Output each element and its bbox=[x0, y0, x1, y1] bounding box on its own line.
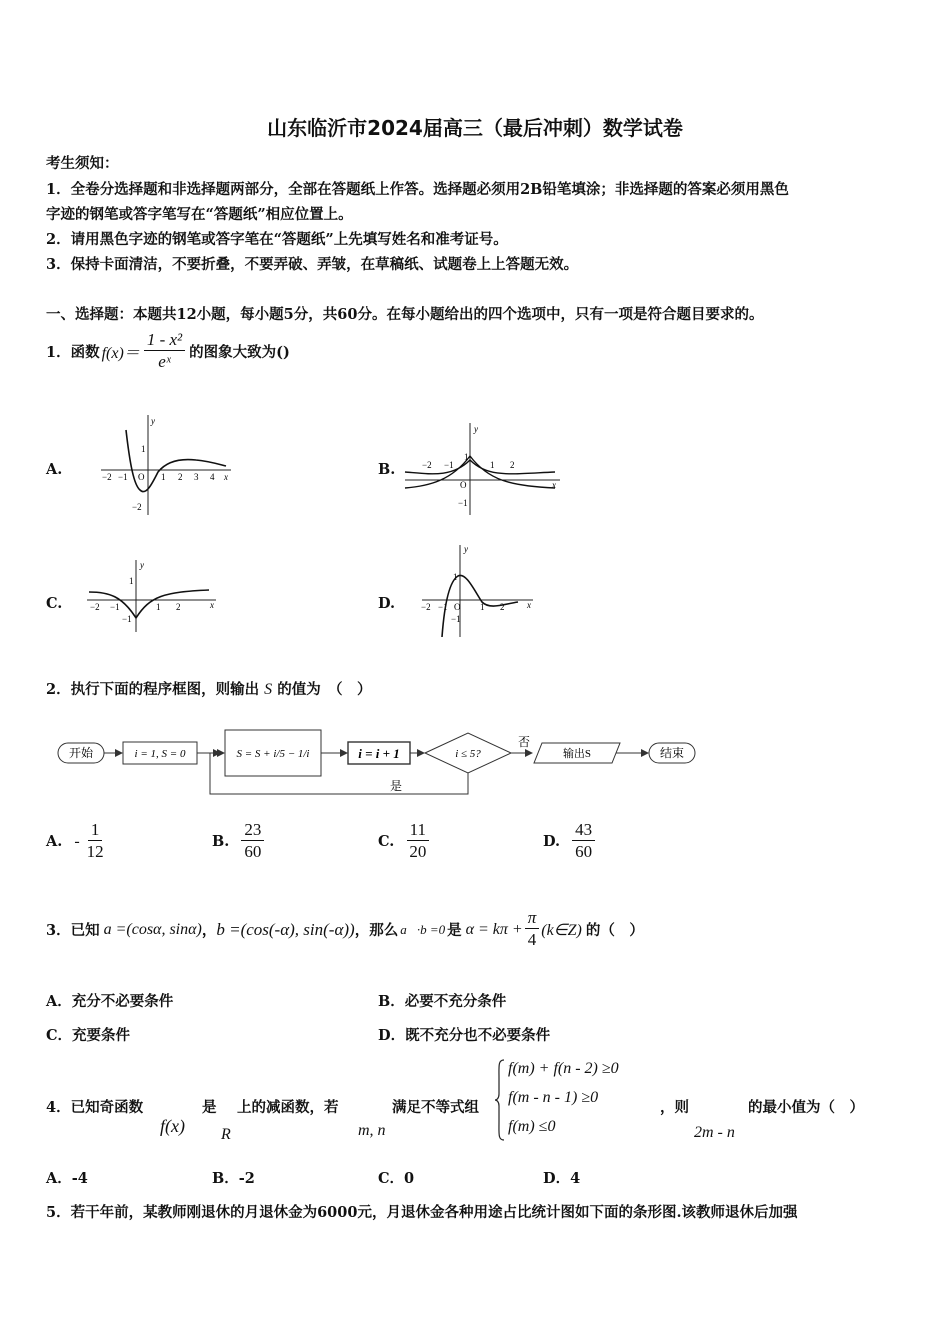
question-2 bbox=[46, 678, 371, 699]
q3-dot-product: a⃗·b =0 bbox=[400, 921, 446, 937]
q3-is: 是 bbox=[447, 922, 462, 939]
q2-option-b-num: 23 bbox=[241, 820, 264, 841]
q4-option-c: C．0 bbox=[378, 1170, 415, 1187]
svg-text:1: 1 bbox=[464, 452, 469, 462]
section-heading: 一、选择题：本题共12小题，每小题5分，共60分。在每小题给出的四个选项中，只有一项是符合题目要求的。 bbox=[46, 306, 764, 323]
flow-init-label: i = 1, S = 0 bbox=[134, 748, 186, 760]
question-1 bbox=[46, 330, 290, 373]
q1-denominator: eˣ bbox=[158, 352, 171, 371]
svg-text:1: 1 bbox=[141, 444, 146, 454]
q1-option-d-label: D. bbox=[378, 595, 396, 612]
svg-text:3: 3 bbox=[194, 472, 199, 482]
q2-option-a-den: 12 bbox=[86, 842, 104, 861]
q4-fx: f(x) bbox=[160, 1116, 185, 1136]
q2-flowchart bbox=[50, 722, 710, 802]
svg-text:−2: −2 bbox=[90, 602, 100, 612]
svg-text:2: 2 bbox=[176, 602, 181, 612]
q2-option-c-den: 20 bbox=[409, 842, 427, 861]
q4-inequality-3: f(m) ≤0 bbox=[508, 1118, 556, 1135]
svg-text:y: y bbox=[464, 544, 468, 554]
notice-heading: 考生须知： bbox=[46, 155, 119, 172]
q2-option-d-num: 43 bbox=[572, 820, 595, 841]
q2-option-d-den: 60 bbox=[575, 842, 593, 861]
q4-part-6: 的最小值为（ ） bbox=[748, 1099, 864, 1116]
q3-alpha: α = kπ + bbox=[465, 920, 523, 938]
q4-part-4: 满足不等式组 bbox=[392, 1099, 479, 1116]
q1-suffix: 的图象大致为() bbox=[189, 344, 290, 361]
svg-text:y: y bbox=[151, 416, 155, 426]
q4-R: R bbox=[221, 1126, 231, 1143]
q1-graph-c bbox=[84, 556, 224, 636]
svg-text:−2: −2 bbox=[102, 472, 112, 482]
q1-prefix: 1．函数 bbox=[46, 344, 100, 361]
svg-text:−1: −1 bbox=[110, 602, 120, 612]
q2-option-b-den: 60 bbox=[244, 842, 262, 861]
svg-text:x: x bbox=[210, 600, 214, 610]
question-3 bbox=[46, 908, 644, 951]
q2-option-c bbox=[378, 820, 429, 863]
q4-option-d: D．4 bbox=[543, 1170, 581, 1187]
page-title: 山东临沂市2024届高三（最后冲刺）数学试卷 bbox=[267, 116, 683, 140]
q1-graph-b bbox=[400, 420, 570, 520]
q4-inequality-2: f(m - n - 1) ≥0 bbox=[508, 1089, 599, 1106]
q3-option-d: D．既不充分也不必要条件 bbox=[378, 1027, 551, 1044]
svg-text:−1: −1 bbox=[122, 614, 132, 624]
svg-text:4: 4 bbox=[210, 472, 215, 482]
svg-text:−1: −1 bbox=[458, 498, 468, 508]
q4-part-5: ，则 bbox=[660, 1099, 689, 1116]
q3-option-b: B．必要不充分条件 bbox=[378, 993, 507, 1010]
q2-option-d bbox=[543, 820, 595, 863]
q4-option-a: A．-4 bbox=[46, 1170, 88, 1187]
svg-text:−1: −1 bbox=[451, 614, 461, 624]
svg-text:y: y bbox=[140, 560, 144, 570]
notice-item-1-cont: 字迹的钢笔或答字笔写在“答题纸”相应位置上。 bbox=[46, 206, 353, 223]
q1-func: f(x)＝ bbox=[101, 345, 140, 362]
svg-text:y: y bbox=[474, 424, 478, 434]
q2-text: 2．执行下面的程序框图，则输出 bbox=[46, 681, 260, 698]
notice-item-1: 1．全卷分选择题和非选择题两部分，全部在答题纸上作答。选择题必须用2B铅笔填涂；非选择题的答案必须用黑色 bbox=[46, 181, 789, 198]
svg-text:x: x bbox=[527, 600, 531, 610]
flow-output-label: 输出S bbox=[562, 748, 592, 760]
svg-text:2: 2 bbox=[178, 472, 183, 482]
q2-option-b-label: B. bbox=[212, 833, 230, 850]
q2-tail: 的值为 （ ） bbox=[277, 681, 372, 698]
q3-vector-a: a =(cosα, sinα) bbox=[103, 920, 202, 938]
q1-graph-d bbox=[418, 540, 538, 640]
q4-mn: m, n bbox=[358, 1122, 386, 1139]
flow-update-label: S = S + i/5 − 1/i bbox=[236, 748, 310, 760]
svg-text:−1: −1 bbox=[438, 602, 448, 612]
q3-kz: (k∈Z) bbox=[541, 921, 582, 939]
svg-text:O: O bbox=[460, 480, 467, 490]
svg-text:1: 1 bbox=[453, 572, 458, 582]
q2-var: S bbox=[264, 681, 273, 698]
q4-expr: 2m - n bbox=[694, 1124, 735, 1141]
svg-text:1: 1 bbox=[480, 602, 485, 612]
q4-part-2: 是 bbox=[202, 1099, 217, 1116]
flow-increment-label: i = i + 1 bbox=[358, 746, 400, 761]
flow-yes-label: 是 bbox=[390, 779, 403, 793]
q1-graph-a bbox=[96, 410, 236, 520]
q1-option-a-label: A. bbox=[46, 461, 63, 478]
svg-text:1: 1 bbox=[490, 460, 495, 470]
flow-start-label: 开始 bbox=[68, 746, 94, 760]
q4-inequality-1: f(m) + f(n - 2) ≥0 bbox=[508, 1060, 619, 1077]
q2-option-a-sign: - bbox=[74, 832, 80, 850]
svg-text:O: O bbox=[138, 472, 145, 482]
q2-option-b bbox=[212, 820, 264, 863]
svg-text:1: 1 bbox=[156, 602, 161, 612]
svg-text:1: 1 bbox=[129, 576, 134, 586]
q2-option-a-num: 1 bbox=[88, 820, 103, 841]
svg-text:O: O bbox=[454, 602, 461, 612]
q3-pi: π bbox=[525, 908, 540, 929]
question-5: 5．若干年前，某教师刚退休的月退休金为6000元，月退休金各种用途占比统计图如下面的条形图.该教师退休后加强 bbox=[46, 1204, 798, 1221]
svg-text:2: 2 bbox=[510, 460, 515, 470]
q3-prefix: 3．已知 bbox=[46, 922, 100, 939]
flow-no-label: 否 bbox=[518, 735, 531, 749]
q4-part-3: 上的减函数，若 bbox=[237, 1099, 339, 1116]
q4-part-1: 4．已知奇函数 bbox=[46, 1099, 144, 1116]
q3-vector-b: b =(cos(-α), sin(-α)) bbox=[216, 919, 355, 939]
q3-then: ，那么 bbox=[354, 922, 399, 939]
svg-text:−1: −1 bbox=[118, 472, 128, 482]
q2-option-c-num: 11 bbox=[407, 820, 429, 841]
q3-option-c: C．充要条件 bbox=[46, 1027, 131, 1044]
q1-option-c-label: C. bbox=[46, 595, 63, 612]
q3-option-a: A．充分不必要条件 bbox=[46, 993, 174, 1010]
svg-text:−2: −2 bbox=[422, 460, 432, 470]
q4-option-b: B．-2 bbox=[212, 1170, 255, 1187]
notice-item-3: 3．保持卡面清洁，不要折叠，不要弄破、弄皱，在草稿纸、试题卷上上答题无效。 bbox=[46, 256, 579, 273]
q1-option-b-label: B. bbox=[378, 461, 396, 478]
q1-numerator: 1 - x² bbox=[144, 330, 185, 351]
svg-text:1: 1 bbox=[161, 472, 166, 482]
q2-option-a bbox=[46, 820, 107, 863]
q3-comma: ， bbox=[201, 922, 217, 939]
svg-text:x: x bbox=[224, 472, 228, 482]
flow-condition-label: i ≤ 5? bbox=[455, 748, 481, 760]
q2-option-a-label: A. bbox=[46, 833, 63, 850]
q3-tail: 的（ ） bbox=[585, 922, 644, 939]
q2-option-d-label: D. bbox=[543, 833, 561, 850]
notice-item-2: 2．请用黑色字迹的钢笔或答字笔在“答题纸”上先填写姓名和准考证号。 bbox=[46, 231, 508, 248]
q4-brace bbox=[494, 1058, 506, 1142]
flow-end-label: 结束 bbox=[659, 746, 685, 760]
q1-fraction bbox=[144, 330, 185, 373]
q2-option-c-label: C. bbox=[378, 833, 395, 850]
svg-text:2: 2 bbox=[500, 602, 505, 612]
svg-text:−2: −2 bbox=[421, 602, 431, 612]
svg-text:−1: −1 bbox=[444, 460, 454, 470]
q3-four: 4 bbox=[527, 930, 537, 949]
svg-text:−2: −2 bbox=[132, 502, 142, 512]
svg-text:x: x bbox=[552, 480, 556, 490]
